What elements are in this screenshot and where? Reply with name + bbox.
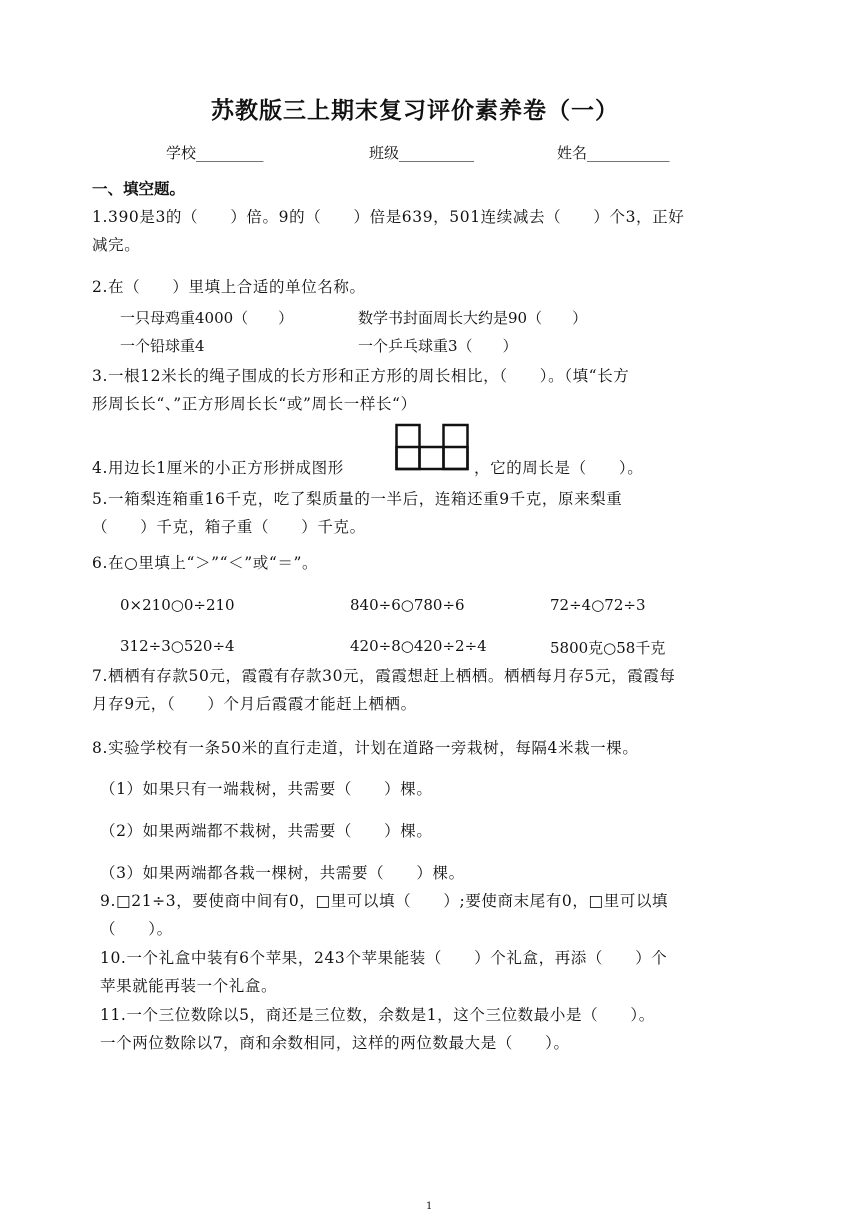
class-field: 班级__________ xyxy=(369,144,475,162)
comparison-item: 72÷4○72÷3 xyxy=(550,596,646,614)
question-7-line-2: 月存9元，（ ）个月后霞霞才能赶上栖栖。 xyxy=(92,695,417,713)
question-1-line-1: 1.390是3的（ ）倍。9的（ ）倍是639，501连续减去（ ）个3，正好 xyxy=(92,208,685,226)
question-10-line-2: 苹果就能再装一个礼盒。 xyxy=(100,977,278,995)
question-11-line-2: 一个两位数除以7，商和余数相同，这样的两位数最大是（ ）。 xyxy=(100,1034,570,1052)
page-title: 苏教版三上期末复习评价素养卷（一） xyxy=(211,98,619,124)
page-number: 1 xyxy=(426,1201,433,1212)
question-1-line-2: 减完。 xyxy=(92,236,141,254)
question-10-line-1: 10.一个礼盒中装有6个苹果，243个苹果能装（ ）个礼盒，再添（ ）个 xyxy=(100,949,668,967)
question-8-sub-1: （1）如果只有一端栽树，共需要（ ）棵。 xyxy=(100,780,433,798)
question-2-item: 一只母鸡重4000（ ） xyxy=(120,309,294,327)
question-5-line-2: （ ）千克，箱子重（ ）千克。 xyxy=(92,518,366,536)
comparison-item: 420÷8○420÷2÷4 xyxy=(350,637,487,655)
comparison-item: 5800克○58千克 xyxy=(550,639,666,657)
comparison-item: 312÷3○520÷4 xyxy=(120,637,235,655)
question-2-item: 一个铅球重4 xyxy=(120,337,205,355)
question-8: 8.实验学校有一条50米的直行走道，计划在道路一旁栽树，每隔4米栽一棵。 xyxy=(92,739,639,757)
question-3-line-1: 3.一根12米长的绳子围成的长方形和正方形的周长相比，（ ）。（填“长方 xyxy=(92,367,630,385)
question-2-item: 一个乒乓球重3（ ） xyxy=(358,337,518,355)
question-11-line-1: 11.一个三位数除以5，商还是三位数，余数是1，这个三位数最小是（ ）。 xyxy=(100,1006,655,1024)
question-8-sub-3: （3）如果两端都各栽一棵树，共需要（ ）棵。 xyxy=(100,864,465,882)
comparison-item: 840÷6○780÷6 xyxy=(350,596,465,614)
comparison-item: 0×210○0÷210 xyxy=(120,596,235,614)
question-2: 2.在（ ）里填上合适的单位名称。 xyxy=(92,278,366,296)
question-9-line-2: （ ）。 xyxy=(100,920,173,938)
question-2-item: 数学书封面周长大约是90（ ） xyxy=(358,309,588,327)
question-4-text-b: ，它的周长是（ ）。 xyxy=(474,459,644,477)
name-field: 姓名___________ xyxy=(557,144,670,162)
question-4-text-a: 4.用边长1厘米的小正方形拼成图形 xyxy=(92,459,344,477)
square-figure xyxy=(395,423,469,471)
section-heading: 一、填空题。 xyxy=(92,180,186,198)
question-8-sub-2: （2）如果两端都不栽树，共需要（ ）棵。 xyxy=(100,822,433,840)
question-6: 6.在○里填上“＞”“＜”或“＝”。 xyxy=(92,554,319,572)
question-5-line-1: 5.一箱梨连箱重16千克，吃了梨质量的一半后，连箱还重9千克，原来梨重 xyxy=(92,490,623,508)
question-3-line-2: 形周长长“、”正方形周长长“或”周长一样长“） xyxy=(92,395,417,413)
question-7-line-1: 7.栖栖有存款50元，霞霞有存款30元，霞霞想赶上栖栖。栖栖每月存5元，霞霞每 xyxy=(92,667,676,685)
school-field: 学校_________ xyxy=(166,144,264,162)
question-9-line-1: 9.□21÷3，要使商中间有0，□里可以填（ ）;要使商末尾有0，□里可以填 xyxy=(100,892,669,910)
